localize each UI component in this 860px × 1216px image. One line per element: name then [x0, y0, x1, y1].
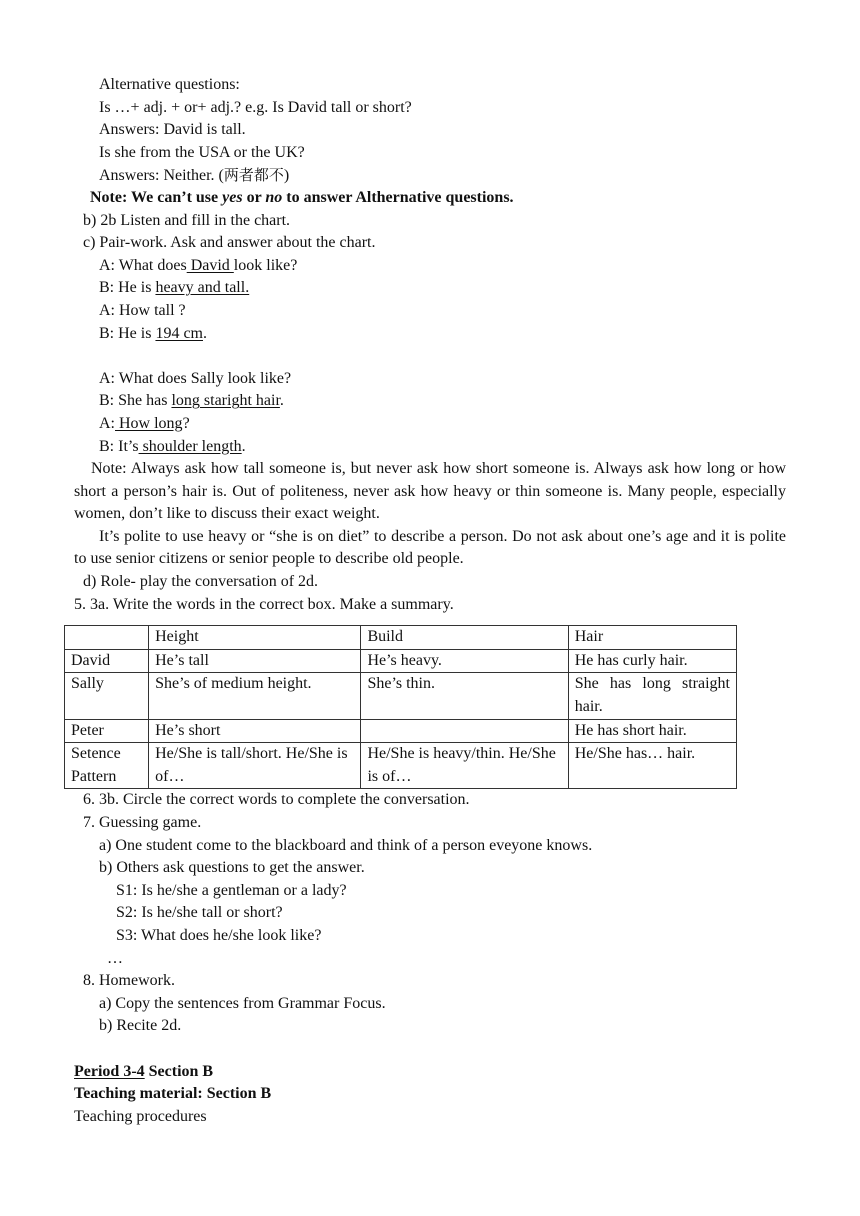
document-page [0, 74, 860, 1128]
teaching-procedures: Teaching procedures [74, 1107, 207, 1125]
table-cell: He has short hair. [568, 719, 736, 743]
period-heading: Period 3-4 Section B [74, 1062, 214, 1080]
dialog-line: B: He is 194 cm. [99, 324, 207, 342]
table-row [65, 719, 737, 743]
dialog-line: A: What does Sally look like? [99, 369, 292, 387]
item-6: 6. 3b. Circle the correct words to complete the conversation. [83, 791, 470, 809]
step-b: b) 2b Listen and fill in the chart. [83, 211, 291, 229]
alt-answer-2: Answers: Neither. (两者都不) [99, 166, 290, 185]
item-7a: a) One student come to the blackboard and think of a person eveyone knows. [99, 836, 593, 854]
alt-pattern: Is …+ adj. + or+ adj.? e.g. Is David tall or short? [99, 98, 412, 116]
question-s2: S2: Is he/she tall or short? [116, 904, 283, 922]
item-7b: b) Others ask questions to get the answer. [99, 859, 365, 877]
item-8a: a) Copy the sentences from Grammar Focus. [99, 994, 386, 1012]
dialog-line: B: She has long staright hair. [99, 392, 284, 410]
step-d: d) Role- play the conversation of 2d. [83, 573, 319, 591]
spacer [0, 1038, 860, 1061]
table-cell [65, 626, 149, 650]
alt-title: Alternative questions: [99, 76, 240, 93]
table-cell: Peter [65, 719, 149, 743]
table-row [65, 649, 737, 673]
table-cell: Setence Pattern [65, 743, 149, 789]
table-cell: She’s of medium height. [149, 673, 361, 719]
table-cell: David [65, 649, 149, 673]
table-row [65, 743, 737, 789]
table-header-cell: Hair [568, 626, 736, 650]
question-s1: S1: Is he/she a gentleman or a lady? [116, 881, 347, 899]
alt-answer-1: Answers: David is tall. [99, 121, 246, 139]
question-s3: S3: What does he/she look like? [116, 926, 322, 944]
step-c: c) Pair-work. Ask and answer about the chart. [83, 234, 376, 252]
teaching-material: Teaching material: Section B [74, 1085, 272, 1103]
dialog-line: A: How tall ? [99, 301, 186, 319]
table-cell: He/She is tall/short. He/She is of… [149, 743, 361, 789]
table-header-cell: Build [361, 626, 568, 650]
table-cell: He/She is heavy/thin. He/She is of… [361, 743, 568, 789]
table-cell: He’s short [149, 719, 361, 743]
item-8: 8. Homework. [83, 972, 175, 990]
note-politeness: Note: Always ask how tall someone is, but never ask how short someone is. Always ask how long or how short a person’s hair is. Out of politeness, never ask how heavy or thin someone is. Many people, especially women, don’t like to discuss their exact weight. [74, 460, 786, 523]
dialog-line: A: How long? [99, 414, 190, 432]
table-cell: He/She has… hair. [568, 743, 736, 789]
alt-question-2: Is she from the USA or the UK? [99, 143, 305, 161]
table-cell: He’s heavy. [361, 649, 568, 673]
table-cell: Sally [65, 673, 149, 719]
table-row [65, 673, 737, 719]
table-header-cell: Height [149, 626, 361, 650]
table-cell: She has long straight hair. [568, 673, 736, 719]
table-cell: She’s thin. [361, 673, 568, 719]
ellipsis: … [107, 949, 123, 967]
note-polite-terms: It’s polite to use heavy or “she is on diet” to describe a person. Do not ask about one’s age and it is polite to use senior citizens or senior people to describe old people. [74, 527, 786, 568]
note-alternative: Note: We can’t use yes or no to answer Althernative questions. [90, 188, 514, 206]
dialog-line: A: What does David look like? [99, 256, 298, 274]
table-cell [361, 719, 568, 743]
summary-table [64, 625, 737, 789]
item-8b: b) Recite 2d. [99, 1017, 182, 1035]
table-header-row [65, 626, 737, 650]
dialog-line: B: It’s shoulder length. [99, 437, 246, 455]
spacer [0, 345, 860, 368]
dialog-line: B: He is heavy and tall. [99, 279, 250, 297]
item-7: 7. Guessing game. [83, 814, 202, 831]
table-cell: He has curly hair. [568, 649, 736, 673]
item-5: 5. 3a. Write the words in the correct box. Make a summary. [74, 595, 454, 613]
table-cell: He’s tall [149, 649, 361, 673]
